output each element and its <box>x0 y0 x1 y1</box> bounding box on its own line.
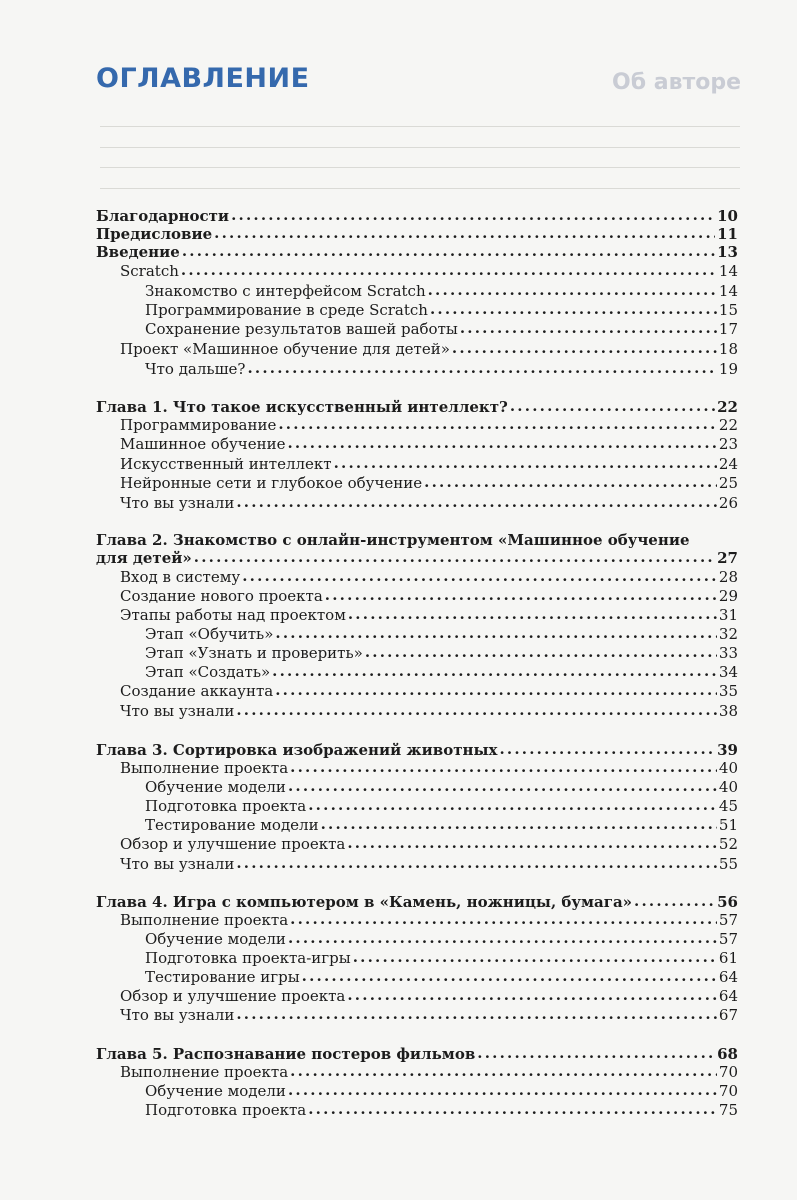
toc-entry-machine-learning: Машинное обучение . . . 23 <box>120 435 738 453</box>
toc-entry-summary-ch1: Что вы узнали . . . 26 <box>120 494 738 512</box>
toc-entry-project-prep-ch3: Подготовка проекта . . . 45 <box>145 797 738 815</box>
toc-entry-create-account: Создание аккаунта . . . 35 <box>120 682 738 700</box>
toc-entry-model-training-ch4: Обучение модели . . . 57 <box>145 930 738 948</box>
toc-entry-project-execution-ch4: Выполнение проекта . . . 57 <box>120 911 738 929</box>
toc-entry-stage-make: Этап «Создать» . . . 34 <box>145 663 738 681</box>
toc-entry-stage-train: Этап «Обучить» . . . 32 <box>145 625 738 643</box>
toc-entry-project-execution-ch5: Выполнение проекта . . . 70 <box>120 1063 738 1081</box>
toc-entry-project-execution-ch3: Выполнение проекта . . . 40 <box>120 759 738 777</box>
toc-entry-whats-next: Что дальше? . . . 19 <box>145 360 738 378</box>
toc-entry-model-training-ch3: Обучение модели . . . 40 <box>145 778 738 796</box>
toc-entry-game-testing-ch4: Тестирование игры . . . 64 <box>145 968 738 986</box>
toc-entry-ml4kids-project: Проект «Машинное обучение для детей» . . . 18 <box>120 340 738 358</box>
toc-entry-review-ch3: Обзор и улучшение проекта . . . 52 <box>120 835 738 853</box>
toc-entry-neural-networks: Нейронные сети и глубокое обучение . . . 25 <box>120 474 738 492</box>
toc-entry-project-stages: Этапы работы над проектом . . . 31 <box>120 606 738 624</box>
toc-entry-scratch-programming: Программирование в среде Scratch . . . 15 <box>145 301 738 319</box>
show-through-title: Об авторе <box>612 70 742 95</box>
toc-entry-programming: Программирование . . . 22 <box>120 416 738 434</box>
toc-entry-introduction: Введение . . . 13 <box>96 243 738 261</box>
toc-chapter-5: Глава 5. Распознавание постеров фильмов . . . 68 <box>96 1045 738 1063</box>
toc-entry-model-training-ch5: Обучение модели . . . 70 <box>145 1082 738 1100</box>
toc-entry-login: Вход в систему . . . 28 <box>120 568 738 586</box>
toc-entry-stage-learn-test: Этап «Узнать и проверить» . . . 33 <box>145 644 738 662</box>
toc-entry-preface: Предисловие . . . 11 <box>96 225 738 243</box>
toc-entry-model-testing-ch3: Тестирование модели . . . 51 <box>145 816 738 834</box>
toc-entry-summary-ch4: Что вы узнали . . . 67 <box>120 1006 738 1024</box>
toc-entry-scratch: Scratch . . . 14 <box>120 262 738 280</box>
toc-entry-game-prep-ch4: Подготовка проекта-игры . . . 61 <box>145 949 738 967</box>
toc-chapter-2: для детей» . . . 27 <box>96 549 738 567</box>
toc-entry-scratch-interface: Знакомство с интерфейсом Scratch . . . 14 <box>145 282 738 300</box>
toc-entry-saving-results: Сохранение результатов вашей работы . . . 17 <box>145 320 738 338</box>
toc-entry-project-prep-ch5: Подготовка проекта . . . 75 <box>145 1101 738 1119</box>
toc-entry-review-ch4: Обзор и улучшение проекта . . . 64 <box>120 987 738 1005</box>
page-title: ОГЛАВЛЕНИЕ <box>96 63 310 94</box>
toc-entry-summary-ch2: Что вы узнали . . . 38 <box>120 702 738 720</box>
toc-entry-summary-ch3: Что вы узнали . . . 55 <box>120 855 738 873</box>
toc-entry-acknowledgements: Благодарности . . . 10 <box>96 207 738 225</box>
toc-chapter-4: Глава 4. Игра с компьютером в «Камень, ножницы, бумага» . . . 56 <box>96 893 738 911</box>
toc-entry-ai: Искусственный интеллект . . . 24 <box>120 455 738 473</box>
toc-entry-new-project: Создание нового проекта . . . 29 <box>120 587 738 605</box>
toc-chapter-3: Глава 3. Сортировка изображений животных . . . 39 <box>96 741 738 759</box>
toc-chapter-1: Глава 1. Что такое искусственный интеллект? . . . 22 <box>96 398 738 416</box>
toc-chapter-2-line1: Глава 2. Знакомство с онлайн-инструментом «Машинное обучение <box>96 531 690 549</box>
